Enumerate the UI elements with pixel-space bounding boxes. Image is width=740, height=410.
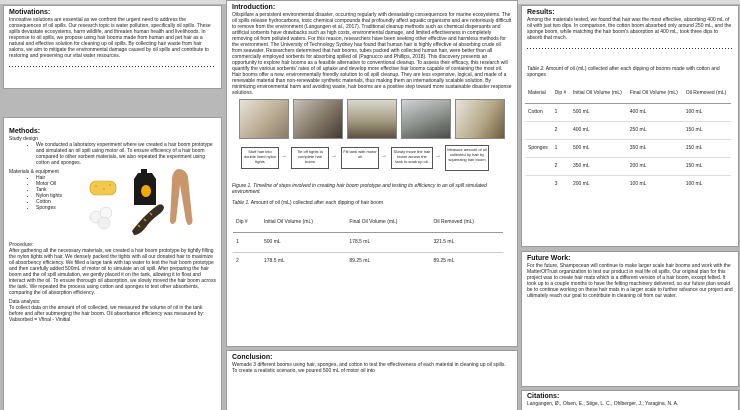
step-2-box: Tie off tights to complete hair boom xyxy=(291,147,329,169)
table-row xyxy=(233,232,503,252)
citations-heading: Citations: xyxy=(527,393,560,400)
table-2-header: Oil Removed (mL) xyxy=(685,89,727,96)
table-cell: 2 xyxy=(554,127,558,133)
arrow-right-icon: → xyxy=(281,153,287,159)
table-1-caption xyxy=(232,200,512,206)
table-cell: Cotton xyxy=(528,109,543,115)
table-cell: 350 mL xyxy=(572,163,590,169)
table-cell: 1 xyxy=(236,239,239,245)
table-cell: 150 mL xyxy=(685,163,703,169)
analysis-label: Data analysis: xyxy=(9,299,41,305)
table-cell: 200 mL xyxy=(629,163,647,169)
table-2-header: Final Oil Volume (mL) xyxy=(629,89,678,96)
table-cell: 178.5 mL xyxy=(264,258,285,265)
table-cell: 1 xyxy=(554,145,558,151)
photo-tying-tights xyxy=(293,99,343,139)
table-cell: 321.5 mL xyxy=(433,239,455,245)
figure-1 xyxy=(227,99,517,189)
table-cell: 500 mL xyxy=(572,145,590,151)
procedure-body: After gathering all the necessary materials, we created a hair boom prototype by tightly filling the nylon tights with hair. We densely packed the tights with all our donated hair to maximize oil absorbency efficiency. We filled a large tank with tap water to test the hair boom prototype and then carefully added 500mL of motor oil to simulate an oil spill. After preparing the hair boom and the oil spill simulation, we gently placed it on the tank, allowing it to float and interact with the oil. To ensure thorough oil absorption, we slowly moved the hair boom across the tank. We repeated the process using cotton and sponges to test other absorbents, comparing the oil absorption efficiency. xyxy=(9,248,216,296)
material-item: • Cotton xyxy=(36,199,216,205)
introduction-heading: Introduction: xyxy=(232,4,276,11)
methods-panel xyxy=(3,117,222,410)
table-1-caption-label: Table 1. xyxy=(232,200,250,206)
table-cell: 100 mL xyxy=(629,181,647,188)
step-3-box: Fill tank with motor oil xyxy=(341,147,379,169)
future-work-heading: Future Work: xyxy=(527,255,571,262)
table-cell: 178.5 mL xyxy=(349,239,371,245)
sponge-icon xyxy=(90,181,116,195)
table-cell: 400 mL xyxy=(572,127,590,133)
table-cell: 100 mL xyxy=(685,181,703,188)
motor-oil-icon xyxy=(134,169,156,205)
table-1-header-row xyxy=(233,212,503,232)
table-cell: 2 xyxy=(554,163,558,169)
divider xyxy=(527,45,733,52)
table-cell: 400 mL xyxy=(629,109,647,115)
hair-boom-icon xyxy=(132,204,164,235)
material-item: • Motor Oil xyxy=(36,181,216,187)
table-2-caption xyxy=(527,66,733,78)
methods-heading: Methods: xyxy=(9,128,41,135)
motivations-heading: Motivations: xyxy=(9,9,51,16)
table-row xyxy=(525,157,731,175)
nylon-tights-icon xyxy=(170,169,193,225)
table-cell: 200 mL xyxy=(572,181,590,188)
table-cell xyxy=(525,157,552,175)
results-body: Among the materials tested, we found that hair was the most effective, absorbing 400 mL of oil with just two dips. In comparison, the cotton boom absorbed only around 250 mL, and the sponge boom, while matching the hair boom's absorption at 400 mL, took three dips to absorb that much. xyxy=(527,17,732,41)
table-cell: 150 mL xyxy=(685,145,703,151)
arrow-right-icon: → xyxy=(435,153,441,159)
table-1-header: Dip # xyxy=(236,218,248,225)
table-row xyxy=(525,121,731,139)
cotton-icon xyxy=(90,207,112,229)
table-2-header-row xyxy=(525,83,731,103)
table-row xyxy=(525,175,731,193)
step-4-box: Slowly move the hair boom across the tank to soak up oil. xyxy=(391,147,433,169)
table-cell: 250 mL xyxy=(629,127,647,133)
table-2-header: Material xyxy=(528,89,546,96)
table-row xyxy=(525,103,731,121)
table-cell: 150 mL xyxy=(685,127,703,133)
step-5-box: Measure amount of oil collected by hair by squeezing hair boom xyxy=(445,145,489,171)
figure-1-caption-text: Timeline of steps involved in creating hair boom prototype and testing its efficiency in an oil spill simulated environment. xyxy=(232,183,487,195)
motivations-panel xyxy=(3,5,222,89)
conclusion-panel xyxy=(226,350,518,410)
materials-illustration xyxy=(86,167,216,243)
results-heading: Results: xyxy=(527,9,555,16)
table-1-header: Oil Removed (mL) xyxy=(433,218,475,225)
conclusion-heading: Conclusion: xyxy=(232,354,273,361)
materials-label: Materials & equipment xyxy=(9,169,59,175)
citations-panel xyxy=(521,390,739,410)
photo-measuring-oil xyxy=(455,99,505,139)
conclusion-body: Wemade 3 different booms using hair, sponges, and cotton to test the effectiveness of each material in cleaning up oil spills. To create a realistic scenario, we poured 500 mL of motor oil into xyxy=(232,362,506,374)
divider xyxy=(9,63,216,70)
table-cell: 500 mL xyxy=(572,109,590,115)
table-1-header: Final Oil Volume (mL) xyxy=(349,218,398,225)
analysis-body: To collect data on the amount of oil collected, we measured the volume of oil in the tank before and after submerging the hair boom. Oil absorbance efficiency was measured by: Vabsorbed = Vfinal - Vinitial xyxy=(9,305,205,323)
arrow-right-icon: → xyxy=(331,153,337,159)
photo-stuffing-tights xyxy=(239,99,289,139)
introduction-body: Oilspillare a persistent environmental disaster, occurring regularly with devastating consequences for marine ecosystems. The oil spills release hydrocarbons, toxic chemical compounds that profoundly affect aquatic organisms and are notoriously difficult to remove from the environment (Langangen et al., 2017). Traditional cleanup methods such as chemical dispersants and artificial sorbents have drawbacks such as high costs, environmental damage, and limited effectiveness in completely removing oil from polluted waters. For this reason, researchers have been seeking other effective and harmless methods for the environment. The University of Technology Sydney has found that human hair is highly effective at absorbing crude oil from seawater. Researchers determined that hair booms, tubes packed with collected human hair, were better than all commercially employed sorbents for absorbing spilled oil (Pagnucco and Phillips, 2018). This discovery presents an opportunity to explore hair booms as a feasible alternative to conventional cleanup. To assess their efficacy, this research will quantify the various sorbents' rates of oil uptake and develop more effective hair booms capable of containing the most oil. Hair booms offer a new, environmentally friendly solution to oil spill cleanup. They are less expensive, logical, and made of a renewable material than non-renewable synthetic materials, thus making them an internationally scalable solution. By minimizing environmental harm and avoiding waste, hair booms are a positive step toward more sustainable disaster response solutions. xyxy=(232,12,512,96)
photo-oil-tank xyxy=(347,99,397,139)
table-cell: 1 xyxy=(554,109,558,115)
material-item: • Sponges xyxy=(36,205,216,211)
future-work-panel xyxy=(521,251,739,387)
table-cell: Sponges xyxy=(528,145,548,151)
study-design-item: • We conducted a laboratory experiment where we created a hair boom prototype and simulated an oil spill using motor oil. To ensure efficiency of a hair boom compared to other sorbent materials, we also repeated the experiment using cotton and sponges. xyxy=(36,142,216,166)
table-2-caption-text: Amount of oil (mL) collected after each dipping of booms made with cotton and sponges xyxy=(527,66,720,78)
table-row xyxy=(525,139,731,157)
arrow-right-icon: → xyxy=(381,153,387,159)
table-2-caption-label: Table 2. xyxy=(527,66,545,72)
procedure-label: Procedure: xyxy=(9,242,34,248)
table-2-header: Dip # xyxy=(554,89,567,96)
table-cell: 89.25 mL xyxy=(349,258,371,265)
photo-moving-boom xyxy=(401,99,451,139)
step-1-box: Stuff hair into double lined nylon tights xyxy=(241,147,279,169)
future-work-body: For the future, Shampocean will continue to make larger scale hair booms and work with the MatterOfTrust organization to test our product in real life oil spills. Our original plan for this project was to create hair mats which is a different version of a hair boom, except felted. It took up to a couple months to have the felting machinery delivered, so our future plan would be to continue working on these hair mats in a larger scale to further advance our project and ultimately reach our goal to contribute in cleaning oil from our water. xyxy=(527,263,733,299)
table-cell: 350 mL xyxy=(629,145,647,151)
table-cell xyxy=(525,175,552,193)
materials-block xyxy=(4,169,221,239)
table-cell: 3 xyxy=(554,181,558,188)
table-2 xyxy=(525,83,731,193)
table-1 xyxy=(233,212,503,270)
motivations-body: Innovative solutions are essential as we confront the urgent need to address the consequences of oil spills. Our research topic is water pollution, specifically oil spills. These spills devastate ecosystems, harm wildlife, and threaten human health and livelihoods. In response to oil spills, we propose using hair booms made from human and pet hair as a natural and effective solution for cleaning up oil spills. By collecting hair waste from hair salons, we aim to mitigate the environmental damage caused by oil spills and contribute to restoring and preserving our vital water resources. xyxy=(9,17,211,59)
figure-1-caption-label: Figure 1. xyxy=(232,183,252,189)
table-1-caption-text: Amount of oil (mL) collected after each dipping of hair boom xyxy=(249,200,384,206)
table-cell: 500 mL xyxy=(264,239,281,245)
table-row xyxy=(233,252,503,270)
table-1-header: Initial Oil Volume (mL) xyxy=(264,218,313,225)
results-panel xyxy=(521,5,739,247)
material-item: • Tank xyxy=(36,187,216,193)
table-cell: 89.25 mL xyxy=(433,258,455,265)
table-cell xyxy=(525,121,552,139)
table-cell: 2 xyxy=(236,258,239,265)
material-item: • Nylon tights xyxy=(36,193,216,199)
study-design-label: Study design xyxy=(9,136,38,142)
citations-body: Langangen, Ø., Olsen, E., Stige, L. C., Ohlberger, J., Yaragina, N. A. xyxy=(527,401,679,407)
introduction-panel xyxy=(226,0,518,347)
material-item: • Hair xyxy=(36,175,216,181)
study-design-list xyxy=(4,142,221,166)
table-2-header: Initial Oil Volume (mL) xyxy=(572,89,622,96)
table-cell: 100 mL xyxy=(685,109,703,115)
